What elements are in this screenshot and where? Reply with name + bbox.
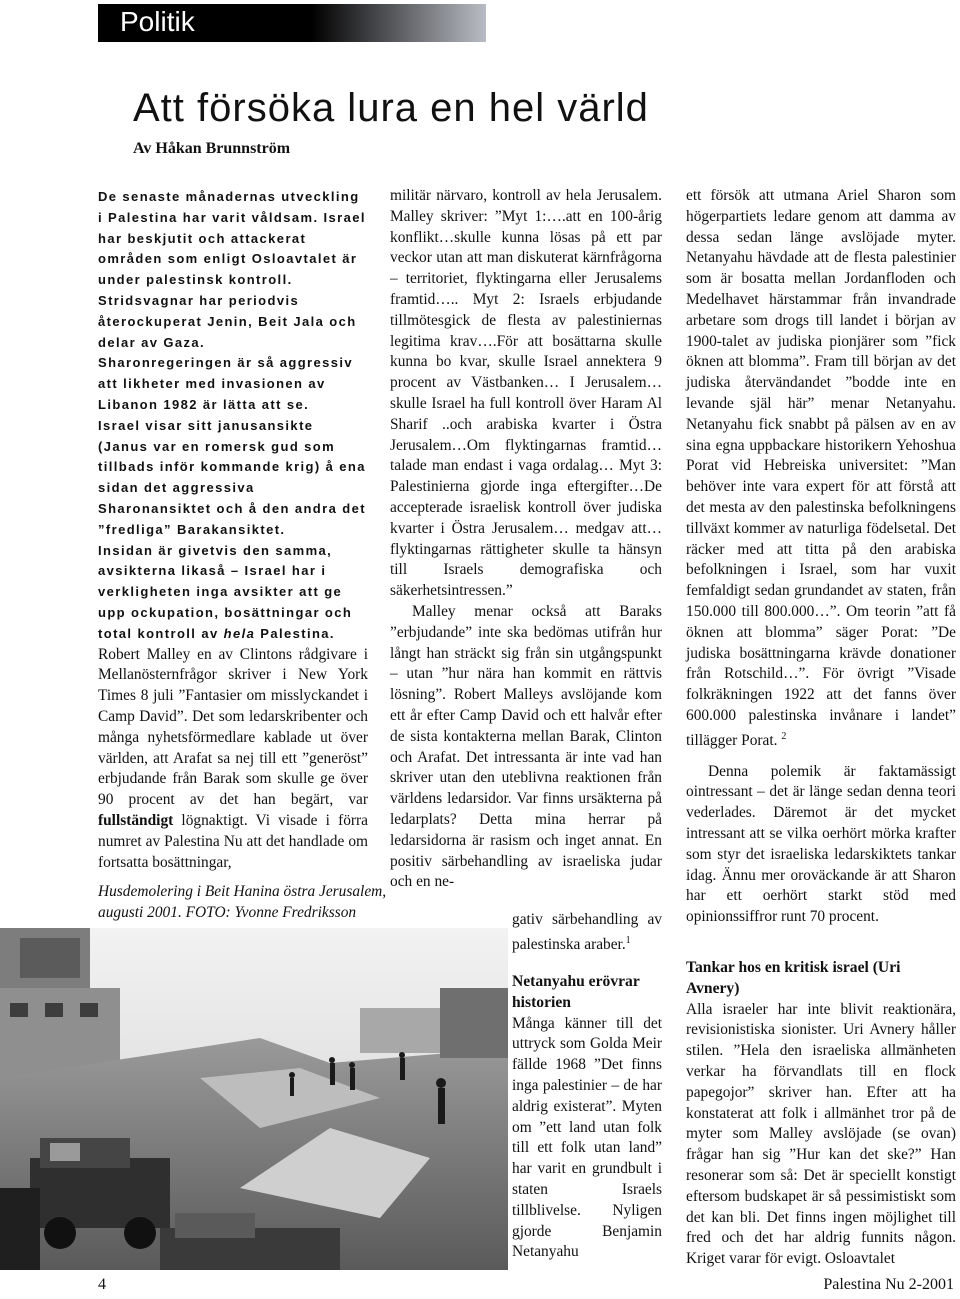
body-paragraph: Denna polemik är faktamässigt ointressant – det är länge sedan denna teori vederlades. Däremot är det mycket intressant att se vilka oerhört mörka krafter som styr det israeliska ledarskiktets tankar idag. Ännu mer oroväckande är att Sharon har ett oerhört starkt stöd med opinionssiffror runt 70 procent. (686, 762, 956, 926)
section-header (98, 4, 486, 42)
body-paragraph: Alla israeler har inte blivit reaktionära, revisionistiska sionister. Uri Avnery håller stilen. ”Hela den israeliska allmänheten verkar ha förvandlats till en flock papegojor” skriver han. Efter att ha konstaterat att folk i allmänhet tror på de myter som Malley avslöjade (se ovan) frågar han sig ”Hur kan det ske?” Han resonerar som så: Det är speciellt konstigt eftersom budskapet är så pessimistiskt som det kan bli. Det finns ingen möjlighet till fred och det har aldrig funnits någon. Kriget varar för evigt. Osloavtalet (686, 1000, 956, 1268)
body-paragraph: Robert Malley en av Clintons rådgivare i Mellanösternfrågor skriver i New York Times 8 juli ”Fantasier om misslyckandet i Camp David”. Det som ledarskribenter och många nyhetsförmedlare kablade ut över världen, att Arafat sa nej till ett ”generöst” erbjudande från Barak som skulle ge över 90 procent av det han begärt, var fullständigt lögnaktigt. Vi visade i förra numret av Palestina Nu att det handlade om fortsatta bosättningar, (98, 645, 368, 871)
body-paragraph: Malley menar också att Baraks ”erbjudande” inte ska bedömas utifrån hur långt han sträckt sig från sin utgångspunkt – utan ”hur nära han kommit en rättvis lösning”. Robert Malleys avslöjande kom ett år efter Camp David och ett halvår efter de sista kontakterna mellan Barak, Clinton och Arafat. Det intressanta är inte vad han skriver utan den uteblivna reaktionen från världens ledarsidor. Var finns ursäkterna på ledarplats? Detta mina herrar på ledarsidorna är rasism och inget annat. En positiv särbehandling av israeliska judar och en ne- (390, 602, 662, 891)
page-number: 4 (98, 1276, 106, 1293)
byline: Av Håkan Brunnström (133, 140, 291, 157)
lead-paragraph-1: De senaste månadernas utveckling i Palestina har varit våldsam. Israel har beskjutit och attackerat områden som enligt Osloavtalet är under palestinsk kontroll. Stridsvagnar har periodvis återockuperat Jenin, Beit Jala och delar av Gaza. (98, 189, 366, 350)
demolition-photo (0, 928, 508, 1270)
lead-paragraph-2: Sharonregeringen är så aggressiv att likheter med invasionen av Libanon 1982 är lätta att se. (98, 355, 354, 412)
column-1 (98, 187, 368, 873)
article-title: Att försöka lura en hel värld (133, 86, 649, 130)
body-paragraph: militär närvaro, kontroll av hela Jerusalem. Malley skriver: ”Myt 1:….att en 100-årig konflikt…skulle kunna lösas på ett par veckor utan att man diskuterat kärnfrågorna – territoriet, flyktingarna eller Jerusalems framtid….. Myt 2: Israels erbjudande tillmötesgick de flesta av palestiniernas legitima krav….För att bosättarna skulle kunna bo kvar, skulle Israel annektera 9 procent av Västbanken… I Jerusalem…skulle Israel ha full kontroll över Haram Al Sharif ..och arabiska kvarter i Östra Jerusalem…Om flyktingarnas framtid…talade man endast i vaga ordalag… Myt 3: Palestinierna gjorde inga eftergifter…De accepterade israelisk kontroll över judiska kvarter i Östra Jerusalem… medgav att… flyktingarnas rättigheter skulle ta hänsyn till Israels demografiska och säkerhetsintressen.” (390, 187, 662, 600)
body-paragraph: Många känner till det uttryck som Golda Meir fällde 1968 ”Det finns inga palestinier – de har aldrig existerat”. Myten om ”ett land utan folk till ett folk utan land” har varit en grundbult i staten Israels tillblivelse. Nyligen gjorde Benjamin Netanyahu (512, 1014, 662, 1261)
column-2-continuation: gativ särbehandling av palestinska araber.$^1$ (512, 911, 662, 953)
photo-caption: Husdemolering i Beit Hanina östra Jerusalem, augusti 2001. FOTO: Yvonne Fredriksson (98, 883, 387, 921)
column-2 (390, 186, 662, 893)
lead-paragraph-3: Israel visar sitt janusansikte (Janus var en romersk gud som tillbads inför kommande krig) å ena sidan det aggressiva Sharonansiktet och å den andra det ”fredliga” Barakansiktet. (98, 417, 366, 537)
subheading: Tankar hos en kritisk israel (Uri Avnery) (686, 959, 901, 997)
subheading: Netanyahu erövrar historien (512, 973, 640, 1011)
section-label: Politik (120, 6, 195, 37)
column-3 (686, 186, 956, 1270)
lead-paragraph-4: Insidan är givetvis den samma, avsikterna likaså – Israel har i verkligheten inga avsikter att ge upp ockupation, bosättningar och total kontroll av hela Palestina. (98, 542, 353, 641)
column-2-lower (512, 972, 662, 1263)
body-paragraph: ett försök att utmana Ariel Sharon som högerpartiets ledare genom att damma av dessa sedan länge avslöjade myter. Netanyahu hävdade att de flesta palestinier som är bosatta mellan Jordanfloden och Medelhavet härstammar från invandrade arbetare som drogs till landet i början av 1900-talet av judiska pionjärer som ”fick öknen att blomma”. Fram till början av det judiska återvändandet ”bodde inte en levande själ här” menar Netanyahu. Netanyahu fick snabbt på pälsen av en av sina egna uppbackare historikern Yehoshua Porat vid Hebreiska universitet: ”Man behöver inte vara expert för att förstå att det mesta av den palestinska befolkningens tillväxt kommer av naturliga födelsetal. Det räcker med att titta på den arabiska befolkningen i Israel, som har vuxit femfaldigt sedan grundandet av staten, från 150.000 till 800.000…”. Om teorin ”att få öknen att blomma” säger Porat: ”De judiska bosättningarna krävde donationer från Rotschild…”. För övrigt ”Visade folkräkningen 1922 att det fanns över 600.000 palestinska invånare i landet” tillägger Porat. $^2$ (686, 187, 956, 749)
publication-footer: Palestina Nu 2-2001 (823, 1276, 954, 1293)
